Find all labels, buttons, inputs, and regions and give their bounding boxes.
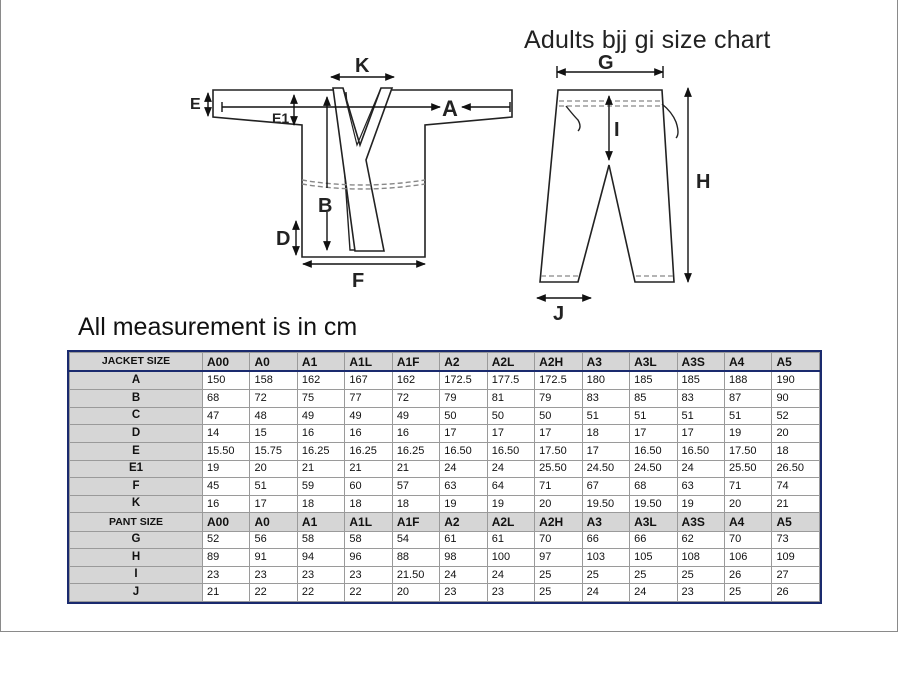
value-cell: 59 [297, 478, 344, 496]
size-header-cell: A4 [724, 353, 771, 372]
value-cell: 16 [203, 495, 250, 513]
value-cell: 70 [535, 531, 582, 549]
value-cell: 50 [440, 407, 487, 425]
size-header-cell: A1L [345, 353, 392, 372]
value-cell: 24 [630, 584, 677, 602]
value-cell: 79 [535, 390, 582, 408]
value-cell: 17 [535, 425, 582, 443]
table-row [70, 495, 820, 513]
value-cell: 70 [724, 531, 771, 549]
gi-diagram [0, 0, 900, 330]
value-cell: 23 [677, 584, 724, 602]
value-cell: 16 [392, 425, 439, 443]
size-header-cell: A2 [440, 353, 487, 372]
measurement-label-cell: D [70, 425, 203, 443]
value-cell: 25 [677, 566, 724, 584]
size-header-cell: A2L [487, 513, 534, 531]
value-cell: 63 [440, 478, 487, 496]
measurement-label-cell: C [70, 407, 203, 425]
value-cell: 89 [203, 549, 250, 567]
value-cell: 25 [535, 566, 582, 584]
value-cell: 72 [392, 390, 439, 408]
row-header-cell: JACKET SIZE [70, 353, 203, 372]
value-cell: 105 [630, 549, 677, 567]
size-header-cell: A3S [677, 513, 724, 531]
value-cell: 108 [677, 549, 724, 567]
table-row [70, 478, 820, 496]
size-header-cell: A0 [250, 353, 297, 372]
measurement-label-cell: E1 [70, 460, 203, 478]
table-row [70, 549, 820, 567]
value-cell: 26.50 [772, 460, 820, 478]
value-cell: 23 [487, 584, 534, 602]
measurement-label-cell: K [70, 495, 203, 513]
value-cell: 185 [677, 371, 724, 389]
measurement-label-cell: E [70, 443, 203, 461]
value-cell: 63 [677, 478, 724, 496]
value-cell: 20 [250, 460, 297, 478]
value-cell: 26 [724, 566, 771, 584]
value-cell: 24.50 [630, 460, 677, 478]
value-cell: 24 [440, 460, 487, 478]
measurement-label-cell: B [70, 390, 203, 408]
pant-header-row [70, 513, 820, 531]
value-cell: 51 [630, 407, 677, 425]
value-cell: 172.5 [440, 371, 487, 389]
value-cell: 20 [772, 425, 820, 443]
value-cell: 16.50 [677, 443, 724, 461]
size-header-cell: A1 [297, 513, 344, 531]
value-cell: 150 [203, 371, 250, 389]
value-cell: 52 [772, 407, 820, 425]
size-header-cell: A1F [392, 353, 439, 372]
value-cell: 51 [724, 407, 771, 425]
value-cell: 25 [582, 566, 629, 584]
value-cell: 54 [392, 531, 439, 549]
value-cell: 15.50 [203, 443, 250, 461]
value-cell: 17 [250, 495, 297, 513]
value-cell: 23 [250, 566, 297, 584]
value-cell: 25 [535, 584, 582, 602]
size-table-container [67, 350, 822, 604]
value-cell: 83 [677, 390, 724, 408]
size-header-cell: A00 [203, 513, 250, 531]
value-cell: 24 [440, 566, 487, 584]
table-row [70, 407, 820, 425]
value-cell: 16.25 [297, 443, 344, 461]
value-cell: 17 [582, 443, 629, 461]
value-cell: 17.50 [535, 443, 582, 461]
value-cell: 56 [250, 531, 297, 549]
value-cell: 64 [487, 478, 534, 496]
measurement-label-cell: A [70, 371, 203, 389]
value-cell: 16 [297, 425, 344, 443]
value-cell: 17 [440, 425, 487, 443]
value-cell: 23 [440, 584, 487, 602]
jacket-header-row [70, 353, 820, 372]
value-cell: 167 [345, 371, 392, 389]
jacket-illustration [213, 88, 512, 257]
value-cell: 19.50 [630, 495, 677, 513]
value-cell: 24 [487, 460, 534, 478]
value-cell: 22 [297, 584, 344, 602]
table-row [70, 425, 820, 443]
value-cell: 180 [582, 371, 629, 389]
size-header-cell: A1L [345, 513, 392, 531]
value-cell: 19 [440, 495, 487, 513]
value-cell: 26 [772, 584, 820, 602]
value-cell: 19.50 [582, 495, 629, 513]
value-cell: 62 [677, 531, 724, 549]
value-cell: 51 [250, 478, 297, 496]
size-header-cell: A3 [582, 353, 629, 372]
value-cell: 22 [345, 584, 392, 602]
value-cell: 17 [630, 425, 677, 443]
value-cell: 60 [345, 478, 392, 496]
value-cell: 27 [772, 566, 820, 584]
value-cell: 23 [345, 566, 392, 584]
value-cell: 185 [630, 371, 677, 389]
value-cell: 51 [677, 407, 724, 425]
value-cell: 52 [203, 531, 250, 549]
value-cell: 25.50 [535, 460, 582, 478]
size-header-cell: A1F [392, 513, 439, 531]
value-cell: 158 [250, 371, 297, 389]
chart-title: Adults bjj gi size chart [524, 26, 771, 54]
value-cell: 23 [203, 566, 250, 584]
value-cell: 77 [345, 390, 392, 408]
value-cell: 88 [392, 549, 439, 567]
label-e1: E1 [272, 110, 290, 126]
value-cell: 18 [345, 495, 392, 513]
value-cell: 100 [487, 549, 534, 567]
label-i: I [614, 119, 620, 141]
value-cell: 24.50 [582, 460, 629, 478]
value-cell: 72 [250, 390, 297, 408]
label-g: G [598, 52, 614, 74]
value-cell: 20 [535, 495, 582, 513]
value-cell: 24 [487, 566, 534, 584]
label-d: D [276, 228, 291, 250]
value-cell: 16.50 [440, 443, 487, 461]
size-header-cell: A2 [440, 513, 487, 531]
value-cell: 73 [772, 531, 820, 549]
value-cell: 19 [677, 495, 724, 513]
value-cell: 25 [724, 584, 771, 602]
value-cell: 21.50 [392, 566, 439, 584]
value-cell: 66 [582, 531, 629, 549]
value-cell: 91 [250, 549, 297, 567]
label-b: B [318, 195, 333, 217]
value-cell: 71 [724, 478, 771, 496]
size-header-cell: A2L [487, 353, 534, 372]
value-cell: 96 [345, 549, 392, 567]
value-cell: 190 [772, 371, 820, 389]
size-header-cell: A2H [535, 353, 582, 372]
value-cell: 188 [724, 371, 771, 389]
size-header-cell: A3L [630, 513, 677, 531]
value-cell: 18 [297, 495, 344, 513]
value-cell: 177.5 [487, 371, 534, 389]
value-cell: 45 [203, 478, 250, 496]
value-cell: 16.25 [392, 443, 439, 461]
size-header-cell: A4 [724, 513, 771, 531]
value-cell: 47 [203, 407, 250, 425]
value-cell: 21 [203, 584, 250, 602]
value-cell: 67 [582, 478, 629, 496]
value-cell: 66 [630, 531, 677, 549]
value-cell: 85 [630, 390, 677, 408]
value-cell: 90 [772, 390, 820, 408]
value-cell: 50 [487, 407, 534, 425]
measurement-label-cell: J [70, 584, 203, 602]
size-header-cell: A1 [297, 353, 344, 372]
value-cell: 18 [392, 495, 439, 513]
size-header-cell: A3S [677, 353, 724, 372]
value-cell: 16.50 [630, 443, 677, 461]
value-cell: 49 [297, 407, 344, 425]
value-cell: 49 [345, 407, 392, 425]
value-cell: 162 [392, 371, 439, 389]
value-cell: 103 [582, 549, 629, 567]
value-cell: 16.50 [487, 443, 534, 461]
value-cell: 15.75 [250, 443, 297, 461]
value-cell: 79 [440, 390, 487, 408]
value-cell: 83 [582, 390, 629, 408]
value-cell: 106 [724, 549, 771, 567]
label-f: F [352, 270, 365, 292]
value-cell: 21 [297, 460, 344, 478]
value-cell: 71 [535, 478, 582, 496]
measurement-label-cell: F [70, 478, 203, 496]
value-cell: 20 [724, 495, 771, 513]
value-cell: 16 [345, 425, 392, 443]
value-cell: 17.50 [724, 443, 771, 461]
table-row [70, 460, 820, 478]
value-cell: 20 [392, 584, 439, 602]
value-cell: 58 [345, 531, 392, 549]
value-cell: 94 [297, 549, 344, 567]
size-header-cell: A3L [630, 353, 677, 372]
value-cell: 49 [392, 407, 439, 425]
value-cell: 162 [297, 371, 344, 389]
table-row [70, 584, 820, 602]
row-header-cell: PANT SIZE [70, 513, 203, 531]
value-cell: 172.5 [535, 371, 582, 389]
measurement-label-cell: I [70, 566, 203, 584]
value-cell: 18 [582, 425, 629, 443]
label-k: K [355, 55, 370, 77]
value-cell: 14 [203, 425, 250, 443]
table-row [70, 443, 820, 461]
value-cell: 87 [724, 390, 771, 408]
value-cell: 81 [487, 390, 534, 408]
value-cell: 16.25 [345, 443, 392, 461]
table-row [70, 566, 820, 584]
size-header-cell: A3 [582, 513, 629, 531]
value-cell: 51 [582, 407, 629, 425]
value-cell: 61 [487, 531, 534, 549]
value-cell: 17 [487, 425, 534, 443]
value-cell: 23 [297, 566, 344, 584]
table-row [70, 531, 820, 549]
size-header-cell: A5 [772, 353, 820, 372]
value-cell: 48 [250, 407, 297, 425]
table-row [70, 371, 820, 389]
value-cell: 68 [203, 390, 250, 408]
measurement-label-cell: G [70, 531, 203, 549]
label-e: E [190, 96, 201, 113]
value-cell: 97 [535, 549, 582, 567]
size-header-cell: A00 [203, 353, 250, 372]
value-cell: 19 [203, 460, 250, 478]
label-a: A [442, 96, 458, 121]
value-cell: 24 [677, 460, 724, 478]
size-header-cell: A2H [535, 513, 582, 531]
value-cell: 57 [392, 478, 439, 496]
value-cell: 109 [772, 549, 820, 567]
value-cell: 58 [297, 531, 344, 549]
value-cell: 17 [677, 425, 724, 443]
size-header-cell: A5 [772, 513, 820, 531]
value-cell: 19 [724, 425, 771, 443]
value-cell: 25.50 [724, 460, 771, 478]
value-cell: 74 [772, 478, 820, 496]
value-cell: 21 [392, 460, 439, 478]
measurement-note: All measurement is in cm [78, 313, 358, 341]
label-h: H [696, 171, 711, 193]
value-cell: 19 [487, 495, 534, 513]
value-cell: 68 [630, 478, 677, 496]
measurement-label-cell: H [70, 549, 203, 567]
value-cell: 21 [772, 495, 820, 513]
value-cell: 61 [440, 531, 487, 549]
value-cell: 25 [630, 566, 677, 584]
label-j: J [553, 303, 565, 325]
value-cell: 24 [582, 584, 629, 602]
size-table [69, 352, 820, 602]
value-cell: 18 [772, 443, 820, 461]
value-cell: 98 [440, 549, 487, 567]
value-cell: 22 [250, 584, 297, 602]
value-cell: 50 [535, 407, 582, 425]
table-row [70, 390, 820, 408]
value-cell: 75 [297, 390, 344, 408]
value-cell: 15 [250, 425, 297, 443]
size-header-cell: A0 [250, 513, 297, 531]
value-cell: 21 [345, 460, 392, 478]
